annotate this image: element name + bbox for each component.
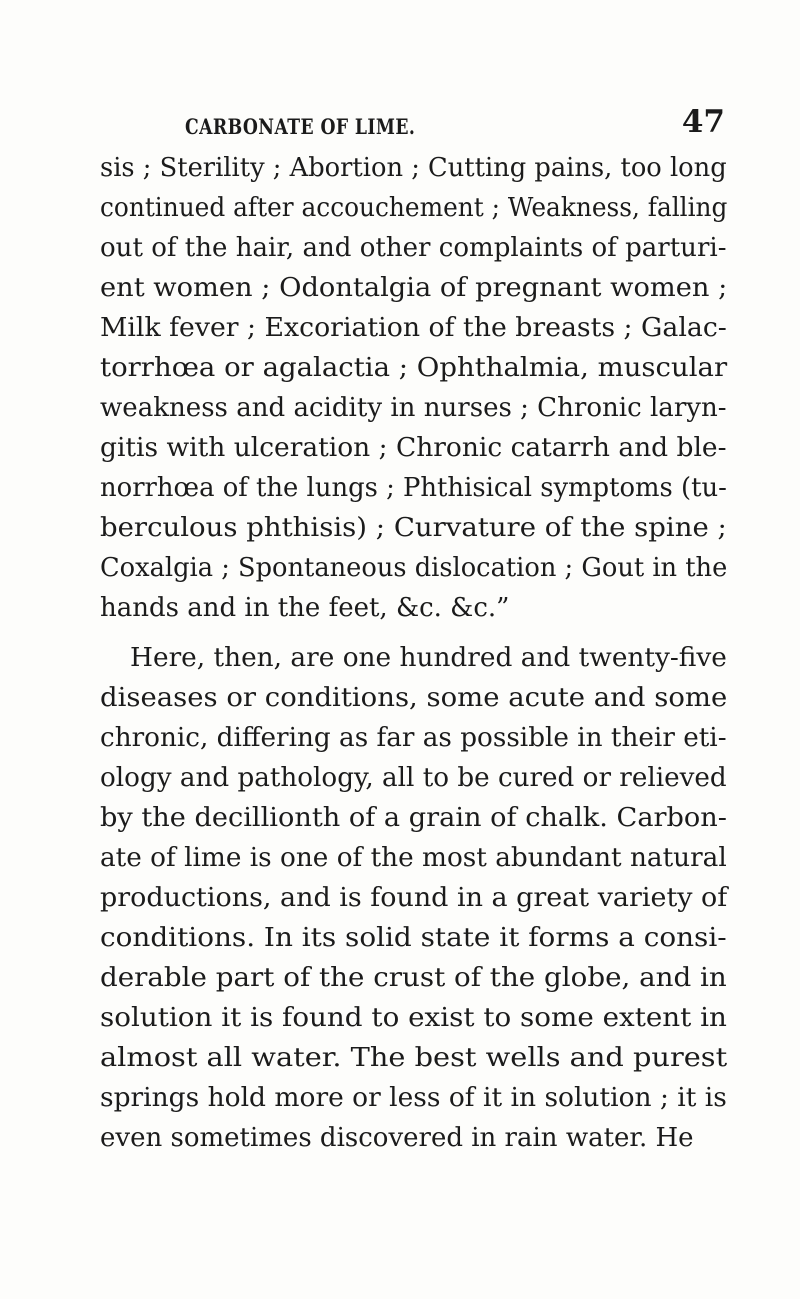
text-line: weakness and acidity in nurses ; Chronic laryn-	[100, 393, 727, 423]
text-line: ate of lime is one of the most abundant natural	[100, 843, 727, 873]
text-line: berculous phthisis) ; Curvature of the spine ;	[100, 513, 727, 543]
running-head	[185, 104, 725, 148]
text-line: productions, and is found in a great variety of	[100, 883, 728, 913]
text-line: hands and in the feet, &c. &c.”	[100, 593, 510, 623]
text-line: conditions. In its solid state it forms a consi-	[100, 923, 727, 953]
text-line: chronic, differing as far as possible in their eti-	[100, 723, 727, 753]
page-number: 47	[681, 104, 725, 140]
text-line: continued after accouchement ; Weakness, falling	[100, 193, 728, 223]
text-line: Milk fever ; Excoriation of the breasts ; Galac-	[100, 313, 727, 343]
text-line: solution it is found to exist to some extent in	[100, 1003, 727, 1033]
text-line: torrhœa or agalactia ; Ophthalmia, muscular	[100, 353, 728, 383]
text-line: out of the hair, and other complaints of parturi-	[100, 233, 727, 263]
running-head-title: CARBONATE OF LIME.	[185, 114, 416, 139]
text-line: sis ; Sterility ; Abortion ; Cutting pains, too long	[100, 153, 727, 183]
text-line: derable part of the crust of the globe, and in	[100, 963, 727, 993]
text-line: almost all water. The best wells and purest	[100, 1043, 728, 1073]
text-line: ology and pathology, all to be cured or relieved	[100, 763, 727, 793]
text-line: gitis with ulceration ; Chronic catarrh and ble-	[100, 433, 727, 463]
text-line: Coxalgia ; Spontaneous dislocation ; Gout in the	[100, 553, 728, 583]
text-line: norrhœa of the lungs ; Phthisical symptoms (tu-	[100, 473, 727, 503]
text-line: ent women ; Odontalgia of pregnant women ;	[100, 273, 728, 303]
text-line: even sometimes discovered in rain water. He	[100, 1123, 694, 1153]
paragraph-first-line: Here, then, are one hundred and twenty-five	[130, 643, 727, 673]
text-line: diseases or conditions, some acute and some	[100, 683, 728, 713]
text-line: by the decillionth of a grain of chalk. Carbon-	[100, 803, 727, 833]
text-line: springs hold more or less of it in solution ; it is	[100, 1083, 727, 1113]
